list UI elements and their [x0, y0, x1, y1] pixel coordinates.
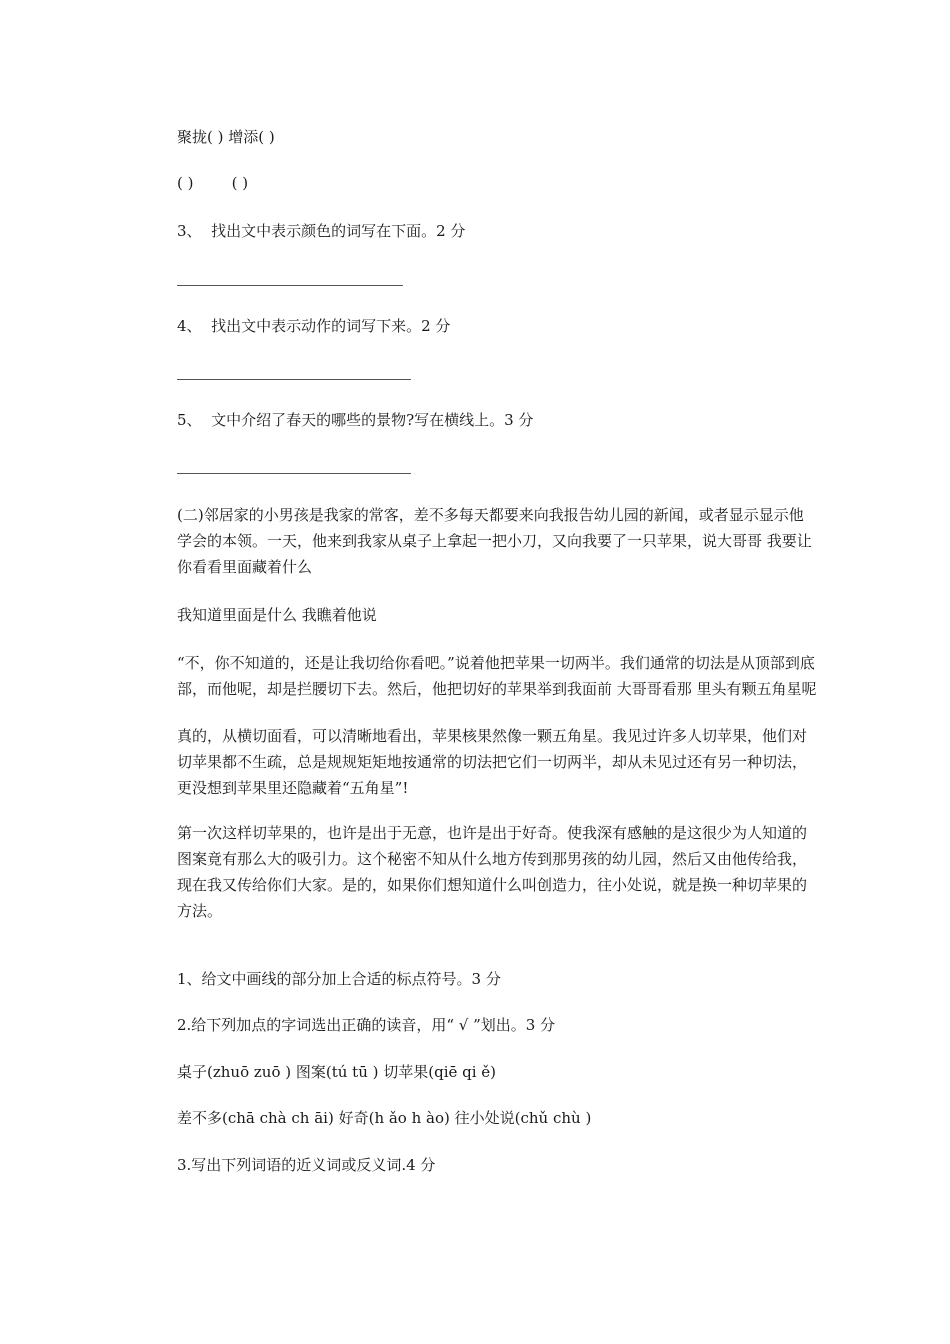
passage-paragraph-1-text: (二)邻居家的小男孩是我家的常客，差不多每天都要来向我报告幼儿园的新闻，或者显示显示他学会的本领。一天，他来到我家从桌子上拿起一把小刀，又向我要了一只苹果，说大哥哥 我要让你看看里面藏着什么 — [177, 506, 812, 576]
word-blanks-row-1: 聚拢( ) 增添( ) — [177, 128, 275, 146]
passage-paragraph-5-text: 第一次这样切苹果的，也许是出于无意，也许是出于好奇。使我深有感触的是这很少为人知道的图案竟有那么大的吸引力。这个秘密不知从什么地方传到那男孩的幼儿园，然后又由他传给我，现在我又传给你们大家。是的，如果你们想知道什么叫创造力，往小处说，就是换一种切苹果的方法。 — [177, 824, 808, 920]
passage-paragraph-4 — [177, 723, 817, 801]
passage-paragraph-5 — [177, 820, 817, 924]
question-3-colors: 3、 找出文中表示颜色的词写在下面。2 分 — [177, 222, 466, 240]
answer-line-4 — [177, 379, 411, 380]
question-1-punctuation: 1、给文中画线的部分加上合适的标点符号。3 分 — [177, 970, 501, 988]
answer-line-3 — [177, 285, 403, 286]
passage-paragraph-3 — [177, 650, 817, 702]
passage-paragraph-3-text: “不，你不知道的，还是让我切给你看吧。”说着他把苹果一切两半。我们通常的切法是从顶部到底部，而他呢，却是拦腰切下去。然后，他把切好的苹果举到我面前 大哥哥看那 里头有颗五角星呢 — [177, 654, 817, 698]
passage-paragraph-2 — [177, 602, 817, 628]
answer-line-5 — [177, 473, 411, 474]
passage-paragraph-2-text: 我知道里面是什么 我瞧着他说 — [177, 606, 377, 624]
passage-paragraph-1 — [177, 502, 817, 580]
question-2-pronunciation: 2.给下列加点的字词选出正确的读音，用“ √ ”划出。3 分 — [177, 1016, 556, 1034]
question-4-actions: 4、 找出文中表示动作的词写下来。2 分 — [177, 317, 451, 335]
pinyin-options-row-2: 差不多(chā chà ch āi) 好奇(h ǎo h ào) 往小处说(chǔ chù ) — [177, 1109, 592, 1127]
passage-paragraph-4-text: 真的，从横切面看，可以清晰地看出，苹果核果然像一颗五角星。我见过许多人切苹果，他们对切苹果都不生疏，总是规规矩矩地按通常的切法把它们一切两半，却从未见过还有另一种切法，更没想到苹果里还隐藏着“五角星”! — [177, 727, 808, 797]
pinyin-options-row-1: 桌子(zhuō zuō ) 图案(tú tū ) 切苹果(qiē qi ě) — [177, 1063, 497, 1081]
question-3-synonyms: 3.写出下列词语的近义词或反义词.4 分 — [177, 1156, 436, 1174]
word-blanks-row-2: ( ) ( ) — [177, 174, 249, 192]
question-5-scenery: 5、 文中介绍了春天的哪些的景物?写在横线上。3 分 — [177, 411, 534, 429]
